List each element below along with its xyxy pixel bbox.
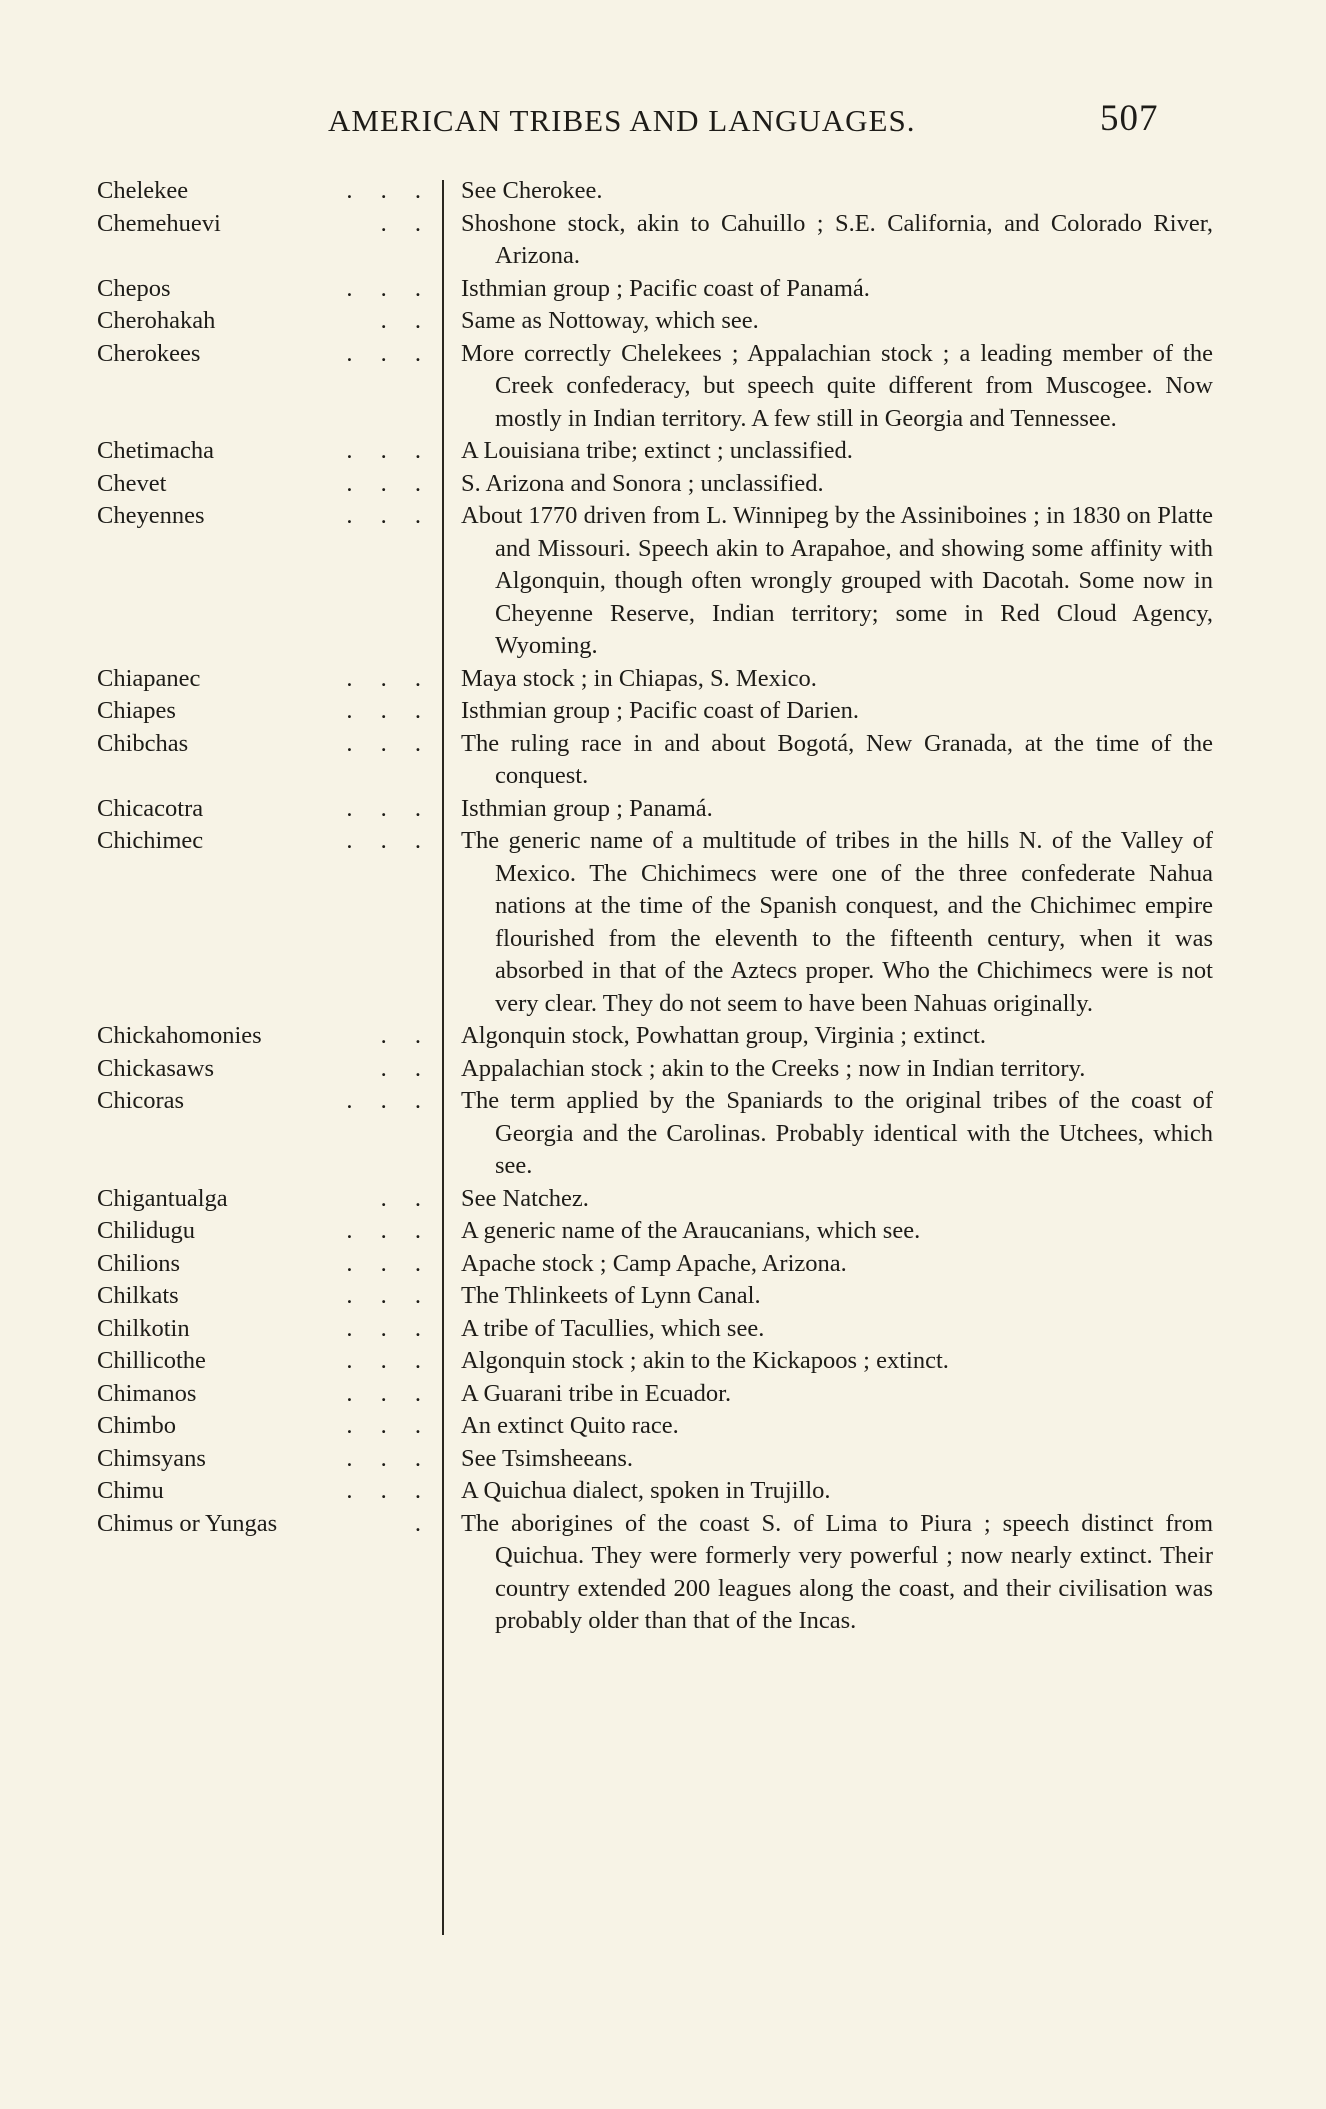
leader-dots: . . .	[346, 1347, 421, 1374]
entry-definition: A Guarani tribe in Ecuador.	[461, 1379, 732, 1407]
leader-dots: . . .	[346, 1282, 421, 1309]
entry-definition: Maya stock ; in Chiapas, S. Mexico.	[461, 664, 817, 692]
entry-term: Chickahomonies	[97, 1022, 262, 1049]
entry-term-cell	[97, 305, 449, 338]
entry-term: Chevet	[97, 469, 167, 497]
leader-dots: . .	[380, 1184, 421, 1212]
leader-dots: . . .	[346, 1314, 421, 1342]
entry-term: Chimsyans	[97, 1444, 206, 1472]
entry-term: Chilidugu	[97, 1217, 196, 1244]
glossary-entry	[0, 1280, 1326, 1313]
entry-term-cell	[97, 1313, 449, 1346]
glossary-entry	[0, 1345, 1326, 1378]
entry-definition: Same as Nottoway, which see.	[461, 307, 759, 334]
entry-definition: See Cherokee.	[461, 177, 603, 204]
leader-dots: . . .	[346, 664, 421, 692]
glossary-entry	[0, 825, 1326, 1020]
entry-definition: The Thlinkeets of Lynn Canal.	[461, 1282, 761, 1309]
entry-definition: The term applied by the Spaniards to the original tribes of the coast of Georgia and the Carolinas. Probably identical with the Utchees, which see.	[461, 1087, 1213, 1179]
entry-definition: See Natchez.	[461, 1184, 589, 1212]
leader-dots: . . .	[346, 339, 421, 367]
entry-definition: Algonquin stock, Powhattan group, Virginia ; extinct.	[461, 1022, 987, 1049]
glossary-entry	[0, 728, 1326, 793]
page-number: 507	[1100, 98, 1159, 139]
leader-dots: . . .	[346, 1087, 421, 1114]
entry-term: Chibchas	[97, 729, 189, 757]
glossary-entry	[0, 1053, 1326, 1086]
leader-dots: . . .	[346, 274, 421, 302]
entry-term-cell	[97, 1053, 449, 1086]
leader-dots: . . .	[346, 697, 421, 724]
glossary-entry	[0, 1378, 1326, 1411]
leader-dots: . .	[380, 209, 421, 237]
glossary-entry	[0, 175, 1326, 208]
entry-term: Chepos	[97, 274, 171, 302]
glossary-entry	[0, 435, 1326, 468]
entry-term-cell	[97, 1378, 449, 1411]
entry-term: Chilkats	[97, 1282, 179, 1309]
entry-term: Chicacotra	[97, 794, 204, 822]
entry-term-cell	[97, 1410, 449, 1443]
entry-term-cell	[97, 468, 449, 501]
entry-term-cell	[97, 435, 449, 468]
entry-term-cell	[97, 728, 449, 761]
entry-definition: The aborigines of the coast S. of Lima to Piura ; speech distinct from Quichua. They were formerly very powerful ; now nearly extinct. Their country extended 200 leagues along the coast, and their civilisation was probably older than that of the Incas.	[461, 1509, 1213, 1634]
leader-dots: . . .	[346, 1379, 421, 1407]
glossary-entry	[0, 1248, 1326, 1281]
leader-dots: . . .	[346, 469, 421, 497]
leader-dots: . . .	[346, 827, 421, 854]
entry-term-cell	[97, 1345, 449, 1378]
glossary-entry	[0, 1085, 1326, 1183]
entry-definition: The generic name of a multitude of tribes in the hills N. of the Valley of Mexico. The Chichimecs were one of the three confederate Nahua nations at the time of the Spanish conquest, and the Chichimec empire flourished from the eleventh to the fifteenth century, when it was absorbed in that of the Aztecs proper. Who the Chichimecs were is not very clear. They do not seem to have been Nahuas originally.	[461, 827, 1213, 1017]
entry-term-cell	[97, 1020, 449, 1053]
entry-term-cell	[97, 1215, 449, 1248]
entry-term: Chiapanec	[97, 664, 201, 692]
entry-definition: About 1770 driven from L. Winnipeg by the Assiniboines ; in 1830 on Platte and Missouri. Speech akin to Arapahoe, and showing some affinity with Algonquin, though often wrongly grouped with Dacotah. Some now in Cheyenne Reserve, Indian territory; some in Red Cloud Agency, Wyoming.	[461, 502, 1213, 659]
entry-term: Chiapes	[97, 697, 176, 724]
entry-term-cell	[97, 175, 449, 208]
entry-term: Cherokees	[97, 339, 201, 367]
leader-dots: .	[414, 1509, 421, 1537]
entry-term-cell	[97, 1248, 449, 1281]
leader-dots: . . .	[346, 794, 421, 822]
entry-term: Chimbo	[97, 1412, 176, 1439]
leader-dots: . . .	[346, 1412, 421, 1439]
entry-term: Chemehuevi	[97, 209, 221, 237]
glossary-entry	[0, 208, 1326, 273]
entry-term-cell	[97, 273, 449, 306]
glossary-entry	[0, 338, 1326, 436]
entry-definition: Isthmian group ; Pacific coast of Darien.	[461, 697, 860, 724]
entry-term-cell	[97, 1508, 449, 1541]
entry-term: Chichimec	[97, 827, 204, 854]
glossary-entry	[0, 500, 1326, 663]
entry-definition: Algonquin stock ; akin to the Kickapoos ; extinct.	[461, 1347, 949, 1374]
leader-dots: . . .	[346, 1217, 421, 1244]
glossary-entry	[0, 1020, 1326, 1053]
page-header	[0, 98, 1326, 144]
entry-definition: Isthmian group ; Pacific coast of Panamá.	[461, 274, 870, 302]
entry-term-cell	[97, 1443, 449, 1476]
glossary-entry	[0, 468, 1326, 501]
entry-term: Chilions	[97, 1249, 181, 1277]
entry-term: Chicoras	[97, 1087, 185, 1114]
glossary-entry	[0, 1443, 1326, 1476]
entry-term: Chetimacha	[97, 437, 215, 464]
leader-dots: . . .	[346, 729, 421, 757]
entry-term-cell	[97, 500, 449, 533]
entry-term: Chelekee	[97, 177, 189, 204]
glossary-entry	[0, 1475, 1326, 1508]
entry-term: Cheyennes	[97, 502, 205, 529]
running-title: AMERICAN TRIBES AND LANGUAGES.	[328, 103, 916, 138]
leader-dots: . .	[380, 307, 421, 334]
leader-dots: . . .	[346, 1249, 421, 1277]
glossary-entry	[0, 305, 1326, 338]
entry-term-cell	[97, 208, 449, 241]
entry-definition: S. Arizona and Sonora ; unclassified.	[461, 469, 824, 497]
entry-term-cell	[97, 793, 449, 826]
leader-dots: . .	[380, 1054, 421, 1082]
entry-definition: The ruling race in and about Bogotá, New Granada, at the time of the conquest.	[461, 729, 1213, 789]
entry-definition: More correctly Chelekees ; Appalachian stock ; a leading member of the Creek confederacy, but speech quite different from Muscogee. Now mostly in Indian territory. A few still in Georgia and Tennessee.	[461, 339, 1213, 432]
entry-term: Chilkotin	[97, 1314, 190, 1342]
entry-definition: A generic name of the Araucanians, which see.	[461, 1217, 921, 1244]
glossary-entry	[0, 273, 1326, 306]
glossary-entry	[0, 1183, 1326, 1216]
entry-term-cell	[97, 1280, 449, 1313]
entry-definition: Apache stock ; Camp Apache, Arizona.	[461, 1249, 847, 1277]
glossary-entry	[0, 1410, 1326, 1443]
entry-definition: Appalachian stock ; akin to the Creeks ; now in Indian territory.	[461, 1054, 1086, 1082]
leader-dots: . . .	[346, 1444, 421, 1472]
entry-term: Chillicothe	[97, 1347, 206, 1374]
leader-dots: . . .	[346, 437, 421, 464]
entry-term-cell	[97, 695, 449, 728]
glossary-entry	[0, 1313, 1326, 1346]
glossary-entry	[0, 663, 1326, 696]
entry-definition: A Quichua dialect, spoken in Trujillo.	[461, 1477, 831, 1504]
entry-definition: Isthmian group ; Panamá.	[461, 794, 713, 822]
entry-definition: A Louisiana tribe; extinct ; unclassified.	[461, 437, 853, 464]
entry-definition: See Tsimsheeans.	[461, 1444, 634, 1472]
entry-term-cell	[97, 338, 449, 371]
leader-dots: . . .	[346, 177, 421, 204]
entry-term-cell	[97, 825, 449, 858]
entry-term-cell	[97, 663, 449, 696]
entry-term-cell	[97, 1085, 449, 1118]
leader-dots: . . .	[346, 1477, 421, 1504]
glossary-entry	[0, 1508, 1326, 1638]
leader-dots: . . .	[346, 502, 421, 529]
leader-dots: . .	[380, 1022, 421, 1049]
glossary-entry	[0, 695, 1326, 728]
entry-term-cell	[97, 1183, 449, 1216]
entry-definition: An extinct Quito race.	[461, 1412, 679, 1439]
entry-definition: Shoshone stock, akin to Cahuillo ; S.E. California, and Colorado River, Arizona.	[461, 209, 1213, 269]
entry-term: Chimanos	[97, 1379, 197, 1407]
entry-term: Chimus or Yungas	[97, 1509, 278, 1537]
entry-term-cell	[97, 1475, 449, 1508]
glossary-entry	[0, 793, 1326, 826]
glossary-entries	[0, 175, 1326, 1638]
entry-term: Chigantualga	[97, 1184, 228, 1212]
entry-term: Chickasaws	[97, 1054, 215, 1082]
entry-definition: A tribe of Tacullies, which see.	[461, 1314, 765, 1342]
entry-term: Cherohakah	[97, 307, 216, 334]
glossary-entry	[0, 1215, 1326, 1248]
entry-term: Chimu	[97, 1477, 164, 1504]
